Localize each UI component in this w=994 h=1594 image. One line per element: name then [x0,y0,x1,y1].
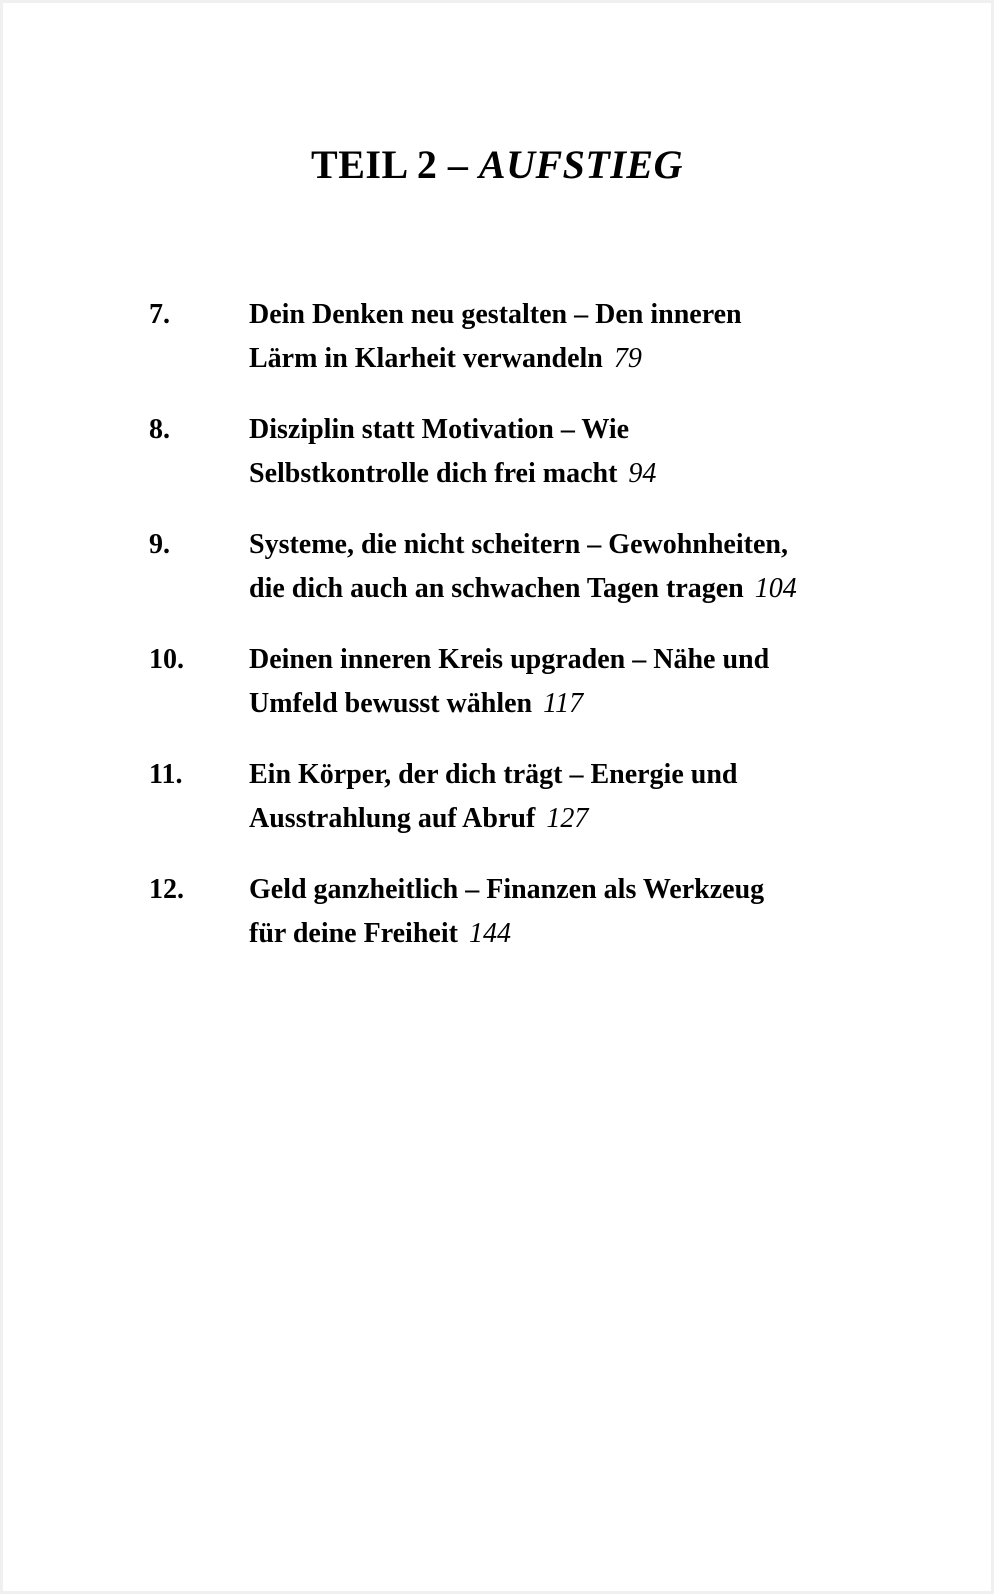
toc-entry [149,408,991,496]
title-prefix: TEIL 2 – [311,142,479,187]
toc-entry-text [249,293,874,381]
toc-entry-line2: Lärm in Klarheit verwandeln [249,343,603,374]
toc-entry-line2: Umfeld bewusst wählen [249,688,533,719]
toc-entry-number: 10. [149,644,184,675]
toc-entry [149,753,991,841]
toc-page-number: 117 [543,688,584,719]
toc-entry [149,638,991,726]
toc-page-number: 79 [613,343,642,374]
title-emphasis: AUFSTIEG [478,142,683,187]
toc-entry [149,868,991,956]
table-of-contents [149,293,991,956]
toc-entry-number: 9. [149,529,170,560]
toc-entry-line1: Geld ganzheitlich – Finanzen als Werkzeug [249,874,765,905]
toc-page-number: 144 [468,918,511,949]
toc-page-number: 104 [754,573,797,604]
toc-entry-line2: Ausstrahlung auf Abruf [249,803,536,834]
toc-entry-line1: Disziplin statt Motivation – Wie [249,414,630,445]
toc-entry-text [249,638,874,726]
toc-page-number: 94 [628,458,657,489]
page-title [3,141,991,189]
toc-entry-line2: Selbstkontrolle dich frei macht [249,458,618,489]
toc-entry-text [249,523,874,611]
toc-entry-line2: die dich auch an schwachen Tagen tragen [249,573,744,604]
toc-page-number: 127 [546,803,589,834]
toc-entry-number: 7. [149,299,170,330]
toc-entry-line1: Ein Körper, der dich trägt – Energie und [249,759,738,790]
toc-entry-line1: Systeme, die nicht scheitern – Gewohnheiten, [249,529,788,560]
toc-entry-line2: für deine Freiheit [249,918,458,949]
toc-entry-line1: Deinen inneren Kreis upgraden – Nähe und [249,644,770,675]
toc-entry-text [249,753,874,841]
toc-entry-line1: Dein Denken neu gestalten – Den inneren [249,299,742,330]
toc-entry [149,523,991,611]
toc-entry-number: 8. [149,414,170,445]
toc-entry-number: 12. [149,874,184,905]
toc-entry-text [249,868,874,956]
toc-entry-text [249,408,874,496]
toc-entry-number: 11. [149,759,183,790]
toc-entry [149,293,991,381]
